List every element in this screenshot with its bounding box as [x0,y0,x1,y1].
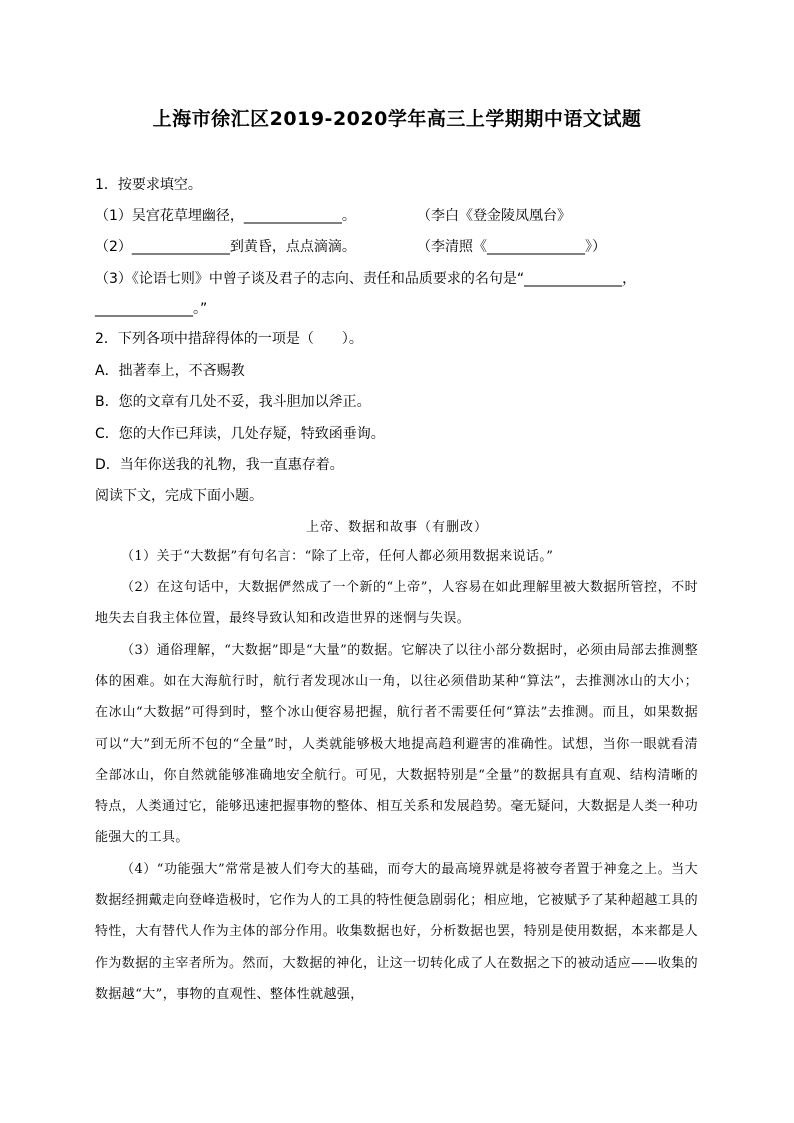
question-1-item-2 [95,238,698,256]
question-1-item-1 [95,207,698,225]
article-paragraph-2: （2）在这句话中，大数据俨然成了一个新的“上帝”，人容易在如此理解里被大数据所管控，不时地失去自我主体位置，最终导致认知和改造世界的迷惘与失误。 [95,580,698,627]
question-1-item-3: （3）《论语七则》中曾子谈及君子的志向、责任和品质要求的名句是“______________， [95,271,637,287]
article-paragraph-4: （4）“功能强大”常常是被人们夸大的基础，而夸大的最高境界就是将被夸者置于神龛之上。当大数据经拥戴走向登峰造极时，它作为人的工具的特性便急剧弱化；相应地，它被赋予了某种超越工具的特性，大有替代人作为主体的部分作用。收集数据也好，分析数据也罢，特别是使用数据，本来都是人作为数据的主宰者所为。然而，大数据的神化，让这一切转化成了人在数据之下的被动适应——收集的数据越“大”，事物的直观性、整体性就越强， [95,862,699,1002]
question-1-heading: 1．按要求填空。 [95,177,202,193]
question-2-option-c: C．您的大作已拜读，几处存疑，特致函垂询。 [95,426,385,442]
question-1-item-2-text: （2）______________到黄昏，点点滴滴。 [95,239,356,255]
question-1-item-1-text: （1）吴宫花草埋幽径，______________。 [95,208,356,224]
article-paragraph-3: （3）通俗理解，“大数据”即是“大量”的数据。它解决了以往小部分数据时，必须由局部去推测整体的困难。如在大海航行时，航行者发现冰山一角，以往必须借助某种“算法”，去推测冰山的大小；在冰山“大数据”可得到时，整个冰山便容易把握，航行者不需要任何“算法”去推测。而且，如果数据可以“大”到无所不包的“全量”时，人类就能够极大地提高趋利避害的准确性。试想，当你一眼就看清全部冰山，你自然就能够准确地安全航行。可见，大数据特别是“全量”的数据具有直观、结构清晰的特点，人类通过它，能够迅速把握事物的整体、相互关系和发展趋势。毫无疑问，大数据是人类一种功能强大的工具。 [95,643,699,846]
reading-instruction: 阅读下文，完成下面小题。 [95,488,263,504]
question-2-option-d: D．当年你送我的礼物，我一直惠存着。 [95,457,344,473]
question-2-option-a: A．拙著奉上，不吝赐教 [95,363,245,379]
article-title: 上帝、数据和故事（有删改） [305,520,488,535]
question-1-item-3-cont: ______________。” [95,301,208,317]
question-2-heading: 2．下列各项中措辞得体的一项是（ ）。 [95,331,363,347]
question-1-item-2-source: （李清照《______________》） [417,239,606,255]
article-paragraph-1: （1）关于“大数据”有句名言：“除了上帝，任何人都必须用数据来说话。” [121,549,554,564]
question-1-item-1-source: （李白《登金陵凤凰台》 [417,208,571,224]
question-2-option-b: B．您的文章有几处不妥，我斗胆加以斧正。 [95,394,371,410]
page-title: 上海市徐汇区2019-2020学年高三上学期期中语文试题 [152,108,642,130]
